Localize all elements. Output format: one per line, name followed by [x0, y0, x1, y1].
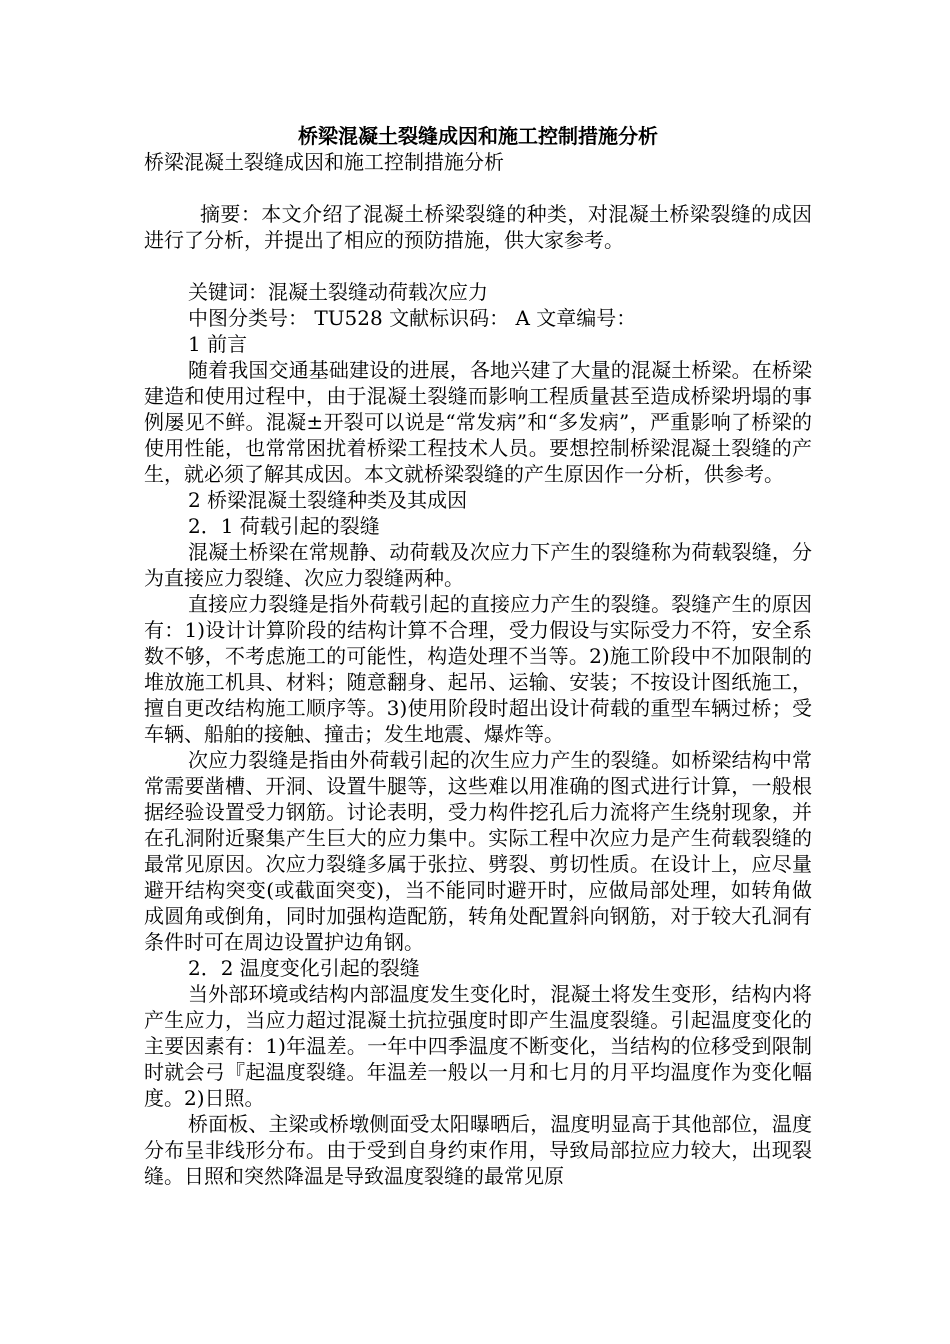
section-heading-2-1: 2．1 荷载引起的裂缝	[188, 514, 380, 538]
section-heading-2: 2 桥梁混凝土裂缝种类及其成因	[188, 488, 468, 512]
abstract-paragraph: 摘要：本文介绍了混凝土桥梁裂缝的种类，对混凝土桥梁裂缝的成因进行了分析，并提出了相应的预防措施，供大家参考。	[144, 202, 812, 252]
section-1-paragraph: 随着我国交通基础建设的进展，各地兴建了大量的混凝土桥梁。在桥梁建造和使用过程中，由于混凝土裂缝而影响工程质量甚至造成桥梁坍塌的事例屡见不鲜。混凝±开裂可以说是“常发病”和“多发病”，严重影响了桥梁的使用性能，也常常困扰着桥梁工程技术人员。要想控制桥梁混凝土裂缝的产生，就必须了解其成因。本文就桥梁裂缝的产生原因作一分析，供参考。	[144, 358, 812, 486]
section-2-1-paragraph-1: 混凝土桥梁在常规静、动荷载及次应力下产生的裂缝称为荷载裂缝，分为直接应力裂缝、次应力裂缝两种。	[144, 540, 812, 590]
document-title: 桥梁混凝土裂缝成因和施工控制措施分析	[298, 124, 658, 148]
classification-line: 中图分类号： TU528 文献标识码： A 文章编号：	[188, 306, 637, 330]
keywords-line: 关键词：混凝土裂缝动荷载次应力	[188, 280, 488, 304]
section-2-1-paragraph-2: 直接应力裂缝是指外荷载引起的直接应力产生的裂缝。裂缝产生的原因有：1)设计计算阶段的结构计算不合理，受力假设与实际受力不符，安全系数不够，不考虑施工的可能性，构造处理不当等。2)施工阶段中不加限制的堆放施工机具、材料；随意翻身、起吊、运输、安装；不按设计图纸施工，擅自更改结构施工顺序等。3)使用阶段时超出设计荷载的重型车辆过桥；受车辆、船舶的接触、撞击；发生地震、爆炸等。	[144, 592, 812, 746]
document-body	[144, 123, 812, 1189]
section-heading-2-2: 2．2 温度变化引起的裂缝	[188, 956, 420, 980]
section-2-2-paragraph-1: 当外部环境或结构内部温度发生变化时，混凝土将发生变形，结构内将产生应力，当应力超过混凝土抗拉强度时即产生温度裂缝。引起温度变化的主要因素有：1)年温差。一年中四季温度不断变化，当结构的位移受到限制时就会弓『起温度裂缝。年温差一般以一月和七月的月平均温度作为变化幅度。2)日照。	[144, 982, 812, 1110]
blank-line	[144, 253, 812, 279]
section-heading-1: 1 前言	[188, 332, 248, 356]
blank-line	[144, 175, 812, 201]
section-2-1-paragraph-3: 次应力裂缝是指由外荷载引起的次生应力产生的裂缝。如桥梁结构中常常需要凿槽、开洞、设置牛腿等，这些难以用准确的图式进行计算，一般根据经验设置受力钢筋。讨论表明，受力构件挖孔后力流将产生绕射现象，并在孔洞附近聚集产生巨大的应力集中。实际工程中次应力是产生荷载裂缝的最常见原因。次应力裂缝多属于张拉、劈裂、剪切性质。在设计上，应尽量避开结构突变(或截面突变)，当不能同时避开时，应做局部处理，如转角做成圆角或倒角，同时加强构造配筋，转角处配置斜向钢筋，对于较大孔洞有条件时可在周边设置护边角钢。	[144, 748, 812, 954]
document-subtitle: 桥梁混凝土裂缝成因和施工控制措施分析	[144, 150, 504, 174]
section-2-2-paragraph-2: 桥面板、主梁或桥墩侧面受太阳曝晒后，温度明显高于其他部位，温度分布呈非线形分布。由于受到自身约束作用，导致局部拉应力较大，出现裂缝。日照和突然降温是导致温度裂缝的最常见原	[144, 1112, 812, 1188]
